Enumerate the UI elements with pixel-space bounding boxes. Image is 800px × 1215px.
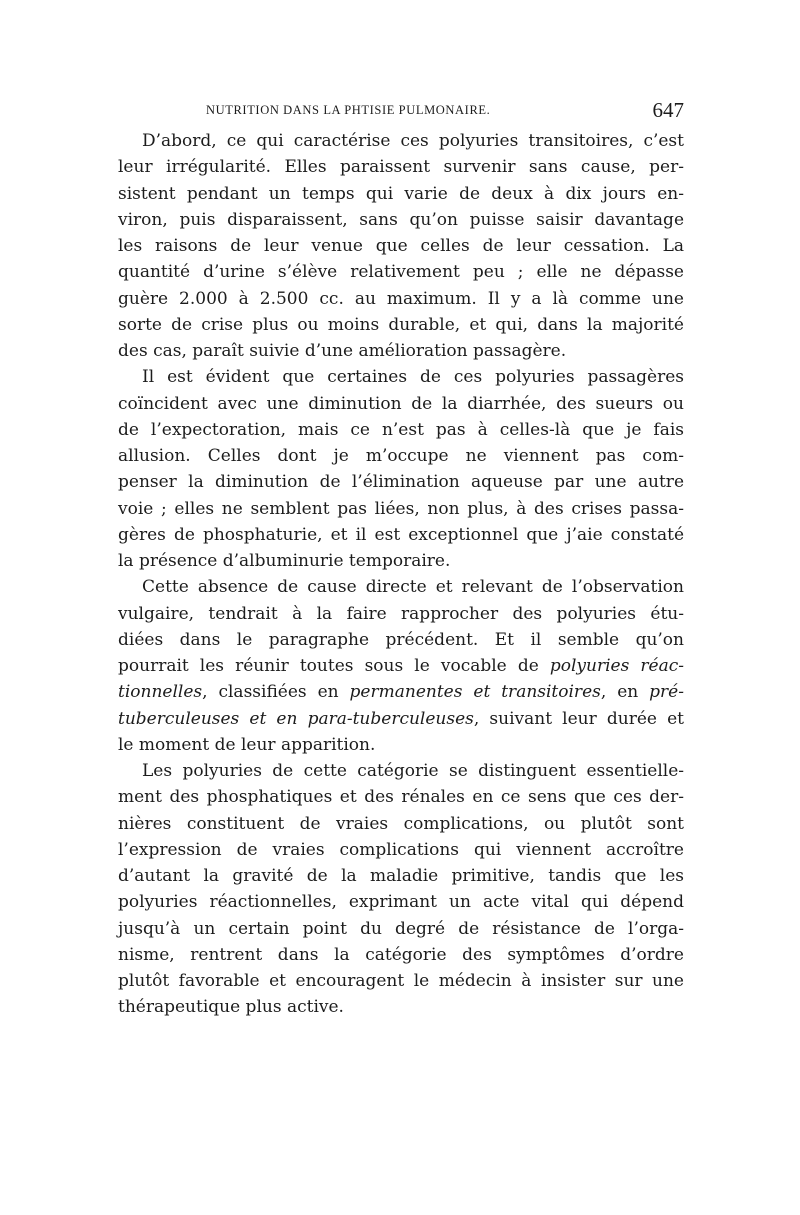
- line-text: guère 2.000 à 2.500 cc. au maximum. Il y a là comme une: [118, 288, 684, 309]
- line-text: sistent pendant un temps qui varie de deux à dix jours en-: [118, 183, 684, 204]
- text-line: [118, 758, 684, 784]
- page-number: 647: [652, 98, 684, 122]
- text-line: [118, 259, 684, 285]
- line-text: quantité d’urine s’élève relativement peu ; elle ne dépasse: [118, 262, 684, 283]
- running-title: NUTRITION DANS LA PHTISIE PULMONAIRE.: [206, 103, 491, 117]
- line-text: gères de phosphaturie, et il est exceptionnel que j’aie constaté: [118, 524, 684, 545]
- line-text: thérapeutique plus active.: [118, 997, 344, 1018]
- italic-text: tionnelles: [118, 682, 203, 703]
- line-text: D’abord, ce qui caractérise ces polyuries transitoires, c’est: [142, 131, 684, 151]
- line-text: de l’expectoration, mais ce n’est pas à celles-là que je fais: [118, 419, 684, 440]
- text-line: [118, 837, 684, 863]
- line-text: nières constituent de vraies complications, ou plutôt sont: [118, 813, 684, 834]
- text-line: [118, 706, 684, 732]
- line-text: penser la diminution de l’élimination aqueuse par une autre: [118, 472, 684, 493]
- text-line: [118, 338, 684, 364]
- text-line: [118, 364, 684, 390]
- text-line: [118, 863, 684, 889]
- text-line: [118, 574, 684, 600]
- paragraph: [118, 364, 684, 574]
- text-line: [118, 601, 684, 627]
- paragraph: [118, 574, 684, 758]
- text-line: [118, 286, 684, 312]
- text-line: [118, 469, 684, 495]
- line-text: viron, puis disparaissent, sans qu’on puisse saisir davantage: [118, 209, 684, 230]
- text-line: [118, 784, 684, 810]
- text-line: [118, 154, 684, 180]
- italic-text: tuberculeuses et en para-tuberculeuses: [118, 708, 474, 729]
- line-text: allusion. Celles dont je m’occupe ne viennent pas com-: [118, 446, 684, 466]
- text-line: [118, 653, 684, 679]
- line-text: vulgaire, tendrait à la faire rapprocher des polyuries étu-: [118, 603, 684, 624]
- line-text: voie ; elles ne semblent pas liées, non plus, à des crises passa-: [118, 498, 684, 519]
- text-line: [118, 889, 684, 915]
- text-line: [118, 443, 684, 469]
- text-line: [118, 732, 684, 758]
- paragraph: [118, 128, 684, 364]
- italic-text: pré-: [649, 682, 684, 703]
- text-line: [118, 522, 684, 548]
- line-text: diées dans le paragraphe précédent. Et il semble qu’on: [118, 629, 684, 650]
- running-head: [118, 98, 684, 124]
- line-text: les raisons de leur venue que celles de leur cessation. La: [118, 236, 684, 256]
- paragraph: [118, 758, 684, 1021]
- line-text: d’autant la gravité de la maladie primitive, tandis que les: [118, 866, 684, 886]
- line-text: pourrait les réunir toutes sous le vocable de: [118, 656, 550, 676]
- line-text: l’expression de vraies complications qui viennent accroître: [118, 839, 684, 860]
- line-text: plutôt favorable et encouragent le médecin à insister sur une: [118, 971, 684, 991]
- text-line: [118, 994, 684, 1020]
- line-text: la présence d’albuminurie temporaire.: [118, 551, 451, 571]
- line-text: sorte de crise plus ou moins durable, et qui, dans la majorité: [118, 314, 684, 335]
- italic-text: polyuries réac-: [549, 656, 685, 676]
- line-text: , classifiées en: [202, 682, 350, 703]
- text-line: [118, 548, 684, 574]
- text-line: [118, 968, 684, 994]
- line-text: leur irrégularité. Elles paraissent survenir sans cause, per-: [118, 157, 684, 178]
- text-line: [118, 942, 684, 968]
- text-line: [118, 417, 684, 443]
- text-line: [118, 391, 684, 417]
- line-text: Les polyuries de cette catégorie se distinguent essentielle-: [142, 761, 684, 781]
- text-line: [118, 312, 684, 338]
- text-line: [118, 181, 684, 207]
- body-text: [118, 128, 684, 1021]
- line-text: , suivant leur durée et: [473, 708, 684, 729]
- text-line: [118, 916, 684, 942]
- line-text: des cas, paraît suivie d’une amélioration passagère.: [118, 341, 567, 361]
- line-text: jusqu’à un certain point du degré de résistance de l’orga-: [118, 918, 684, 939]
- text-line: [118, 627, 684, 653]
- line-text: Cette absence de cause directe et relevant de l’observation: [142, 577, 684, 598]
- line-text: polyuries réactionnelles, exprimant un acte vital qui dépend: [118, 892, 684, 913]
- line-text: nisme, rentrent dans la catégorie des symptômes d’ordre: [118, 944, 684, 965]
- text-line: [118, 496, 684, 522]
- text-line: [118, 679, 684, 705]
- line-text: coïncident avec une diminution de la diarrhée, des sueurs ou: [118, 393, 684, 414]
- line-text: ment des phosphatiques et des rénales en ce sens que ces der-: [118, 787, 684, 808]
- text-line: [118, 233, 684, 259]
- line-text: Il est évident que certaines de ces polyuries passagères: [142, 367, 684, 388]
- text-line: [118, 811, 684, 837]
- line-text: le moment de leur apparition.: [118, 734, 376, 755]
- line-text: , en: [600, 682, 650, 703]
- text-line: [118, 207, 684, 233]
- text-line: [118, 128, 684, 154]
- italic-text: permanentes et transitoires: [349, 682, 601, 703]
